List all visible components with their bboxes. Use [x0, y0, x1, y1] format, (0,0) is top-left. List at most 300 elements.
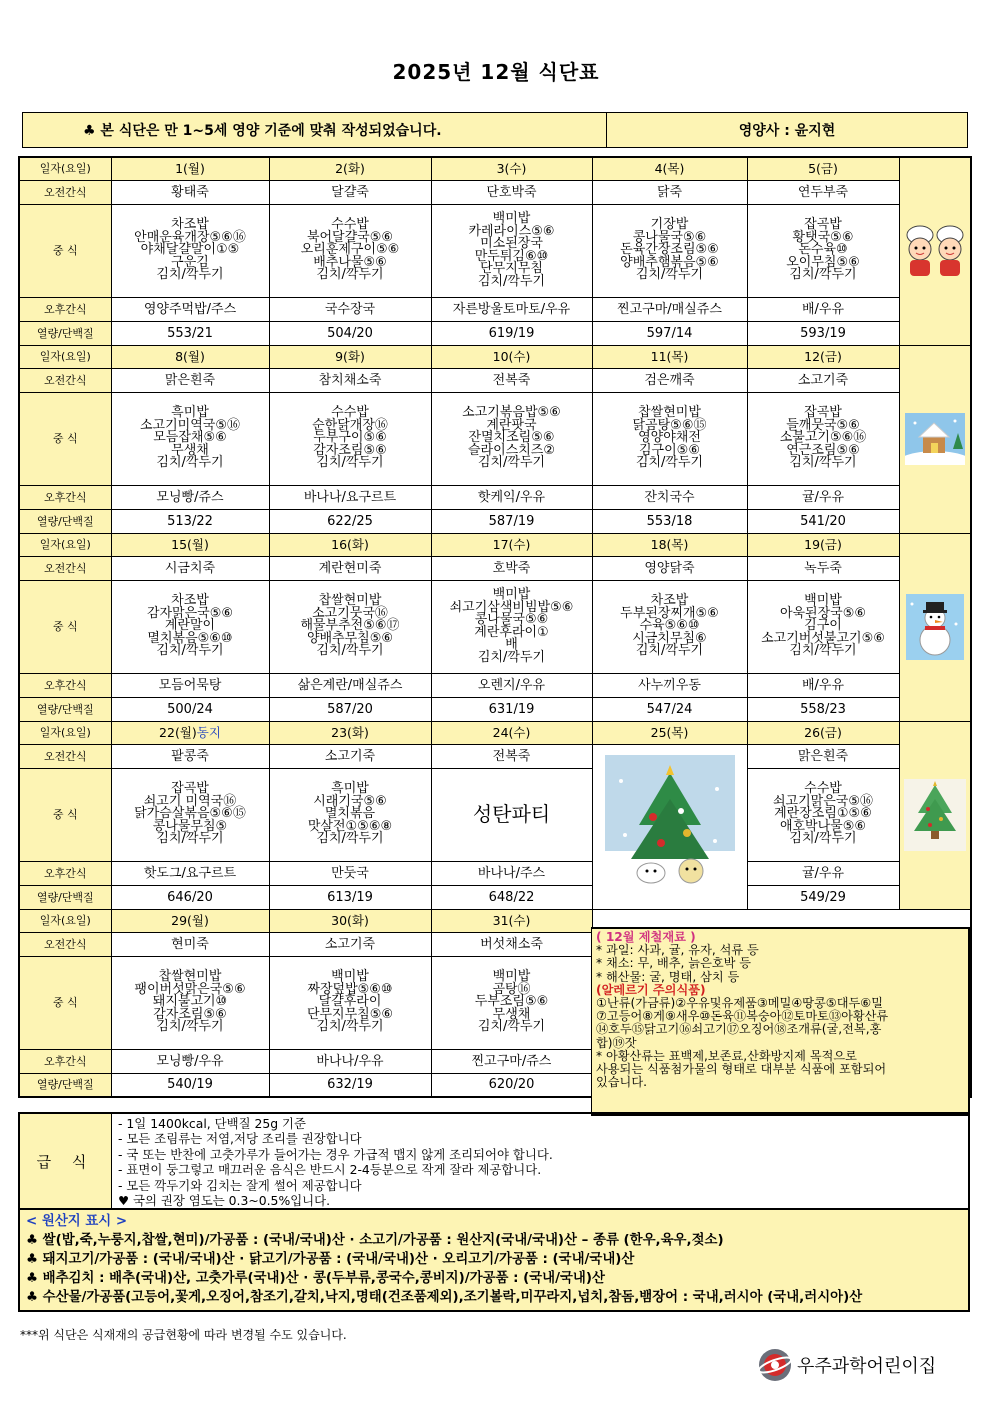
day-header: [269, 909, 431, 932]
week-1-lunch-row: [19, 204, 971, 297]
morning-label: 오전간식: [19, 556, 111, 580]
energy-protein: 587/20: [269, 697, 431, 721]
lunch-item: 계란장조림①⑤⑥: [774, 806, 872, 822]
lunch-item: 찹쌀현미밥: [158, 969, 222, 985]
lunch-menu: [111, 392, 269, 485]
afternoon-snack: 바나나/요구르트: [269, 485, 431, 509]
energy-protein: 547/24: [592, 697, 747, 721]
logo-text: 우주과학어린이집: [797, 1356, 937, 1377]
lunch-item: 두부조림⑤⑥: [474, 994, 549, 1010]
afternoon-label: 오후간식: [19, 297, 111, 321]
lunch-item: 수육⑤⑥⑩: [639, 618, 700, 634]
lunch-menu: [431, 956, 592, 1049]
lunch-item: 멸치볶음: [324, 806, 376, 822]
lunch-item: 감자조림⑤⑥: [313, 442, 387, 458]
day-header: [111, 909, 269, 932]
energy-protein: 646/20: [111, 885, 269, 909]
energy-label: 열량/단백질: [19, 697, 111, 721]
lunch-item: 김치/깍두기: [156, 267, 224, 283]
week-3-energy-row: [19, 697, 971, 721]
lunch-item: 양배추무침⑤⑥: [306, 630, 394, 646]
lunch-item: 돈육간장조림⑤⑥: [620, 242, 719, 258]
lunch-menu: [111, 768, 269, 861]
lunch-item: 계란팟국: [486, 417, 537, 433]
lunch-menu: [592, 580, 747, 673]
lunch-item: 김치/깍두기: [477, 273, 546, 289]
day-header: [747, 721, 899, 744]
christmas-photo-cell: [592, 744, 747, 909]
lunch-menu: [269, 204, 431, 297]
day-date: 12(금): [804, 349, 842, 364]
page-title: 2025년 12월 식단표: [392, 60, 600, 84]
lunch-item: 순한닭개장⑯: [312, 417, 388, 433]
week-4-morning-row: [19, 744, 971, 768]
lunch-item: 흑미밥: [171, 405, 209, 421]
guideline-line: - 모든 조림류는 저염,저당 조리를 권장합니다: [118, 1131, 362, 1147]
origin-head: < 원산지 표시 >: [26, 1214, 128, 1229]
lunch-menu: [431, 204, 592, 297]
lunch-menu: [747, 392, 899, 485]
school-logo: [757, 1347, 936, 1383]
day-date: 17(수): [492, 537, 531, 552]
morning-snack: 계란현미죽: [269, 556, 431, 580]
lunch-item: 감자조림⑤⑥: [153, 1006, 227, 1022]
day-header: [269, 721, 431, 744]
day-header: [111, 721, 269, 744]
day-date: 25(목): [650, 725, 689, 740]
lunch-item: 흑미밥: [331, 781, 369, 797]
morning-snack: 소고기죽: [269, 932, 431, 956]
energy-protein: 553/21: [111, 321, 269, 345]
lunch-item: 소고기버섯불고기⑤⑥: [761, 630, 885, 646]
lunch-item: 달걀후라이: [318, 994, 382, 1010]
lunch-item: 백미밥: [492, 211, 531, 226]
day-header: [431, 533, 592, 556]
lunch-item: 김치/깍두기: [316, 831, 384, 847]
afternoon-snack: 모닝빵/우유: [111, 1049, 269, 1073]
day-header: [431, 345, 592, 368]
lunch-item: 맛살전①⑤⑥⑧: [307, 818, 393, 834]
lunch-label: 중 식: [19, 392, 111, 485]
energy-protein: 513/22: [111, 509, 269, 533]
energy-protein: 504/20: [269, 321, 431, 345]
afternoon-snack: 바나나/우유: [269, 1049, 431, 1073]
lunch-item: 수수밥: [804, 781, 842, 797]
morning-label: 오전간식: [19, 932, 111, 956]
lunch-item: 돼지불고기⑩: [152, 994, 228, 1010]
origin-box: [18, 1210, 970, 1312]
day-header: [111, 157, 269, 180]
lunch-item: 소불고기⑤⑥⑯: [779, 430, 867, 446]
afternoon-snack: 핫케익/우유: [431, 485, 592, 509]
holiday-label: 동지: [196, 725, 221, 740]
afternoon-snack: 귤/우유: [747, 485, 899, 509]
seasonal-head: ( 12월 제철재료 ): [596, 930, 696, 944]
week-4-lunch-row: [19, 768, 971, 861]
lunch-menu: [747, 204, 899, 297]
lunch-item: 영양야채전: [638, 430, 701, 446]
energy-label: 열량/단백질: [19, 321, 111, 345]
afternoon-snack: 바나나/주스: [431, 861, 592, 885]
afternoon-snack: 핫도그/요구르트: [111, 861, 269, 885]
day-date: 24(수): [492, 725, 531, 740]
guidelines-body: [112, 1114, 968, 1208]
lunch-item: 김치/깍두기: [635, 455, 704, 471]
week-2-date-row: [19, 345, 971, 368]
chef-kids-icon: [903, 221, 967, 281]
guideline-line: - 1일 1400kcal, 단백질 25g 기준: [118, 1116, 306, 1131]
afternoon-snack: 국수장국: [269, 297, 431, 321]
morning-snack: 달걀죽: [269, 180, 431, 204]
lunch-item: 소고기미역국⑤⑯: [139, 417, 240, 433]
morning-label: 오전간식: [19, 368, 111, 392]
lunch-item: 시금치무침⑥: [632, 630, 707, 646]
lunch-item: 김치/깍두기: [635, 643, 704, 659]
lunch-item: 찹쌀현미밥: [318, 593, 382, 609]
date-label: 일자(요일): [19, 909, 111, 932]
morning-snack: 시금치죽: [111, 556, 269, 580]
lunch-label: 중 식: [19, 768, 111, 861]
lunch-item: 단무지무침⑤⑥: [306, 1006, 394, 1022]
lunch-item: 오이무침⑤⑥: [786, 254, 860, 270]
lunch-item: 아욱된장국⑤⑥: [779, 605, 867, 621]
merry-christmas-tree-icon: [904, 779, 966, 851]
afternoon-snack: 배/우유: [747, 673, 899, 697]
lunch-item: 김치/깍두기: [789, 831, 857, 847]
week-2-lunch-row: [19, 392, 971, 485]
lunch-item: 멸치볶음⑤⑥⑩: [147, 630, 233, 646]
lunch-item: 잡곡밥: [804, 217, 842, 233]
day-header: [269, 533, 431, 556]
week-4-afternoon-row: [19, 861, 971, 885]
lunch-menu: [592, 392, 747, 485]
lunch-item: 잔멸치조림⑤⑥: [468, 430, 555, 446]
allergy-line: ⑦고등어⑧게⑨새우⑩돈육⑪복숭아⑫토마토⑬아황산류: [596, 1009, 889, 1024]
morning-snack: 현미죽: [111, 932, 269, 956]
notice-text: ♣ 본 식단은 만 1~5세 영양 기준에 맞춰 작성되었습니다.: [23, 113, 607, 147]
lunch-item: 모듬잡채⑤⑥: [153, 430, 227, 446]
lunch-item: 쇠고기 미역국⑯: [143, 793, 237, 809]
lunch-menu: [111, 204, 269, 297]
lunch-item: 김치/깍두기: [477, 649, 546, 665]
energy-protein: 549/29: [747, 885, 899, 909]
lunch-item: 미소된장국: [480, 236, 543, 251]
lunch-item: 닭가슴살볶음⑤⑥⑮: [134, 806, 246, 822]
week-2-energy-row: [19, 509, 971, 533]
lunch-item: 해물부추전⑤⑥⑰: [300, 618, 400, 634]
afternoon-label: 오후간식: [19, 673, 111, 697]
lunch-item: 차조밥: [650, 593, 689, 609]
energy-protein: 558/23: [747, 697, 899, 721]
lunch-item: 김치/깍두기: [156, 643, 224, 659]
lunch-item: 안매운육개장⑤⑥⑯: [134, 229, 246, 245]
lunch-item: 쇠고기삼색비빔밥⑤⑥: [449, 599, 574, 615]
day-date: 3(수): [496, 161, 527, 177]
afternoon-snack: 삶은계란/매실쥬스: [269, 673, 431, 697]
day-date: 5(금): [808, 161, 838, 177]
week-1-afternoon-row: [19, 297, 971, 321]
day-header: [592, 721, 747, 744]
sulfite-note: 있습니다.: [596, 1075, 647, 1090]
guideline-line: ♥ 국의 권장 염도는 0.3~0.5%입니다.: [118, 1193, 331, 1209]
afternoon-snack: 찐고구마/매실쥬스: [592, 297, 747, 321]
energy-protein: 622/25: [269, 509, 431, 533]
lunch-item: 김치/깍두기: [156, 1019, 224, 1035]
lunch-item: 짜장덮밥⑤⑥⑩: [307, 981, 393, 997]
morning-snack: 단호박죽: [431, 180, 592, 204]
afternoon-snack: 오렌지/우유: [431, 673, 592, 697]
day-header: [431, 721, 592, 744]
energy-label: 열량/단백질: [19, 1073, 111, 1097]
energy-protein: 500/24: [111, 697, 269, 721]
energy-label: 열량/단백질: [19, 885, 111, 909]
lunch-item: 만두튀김⑥⑩: [474, 248, 549, 264]
morning-snack: 전복죽: [431, 368, 592, 392]
day-header: [592, 157, 747, 180]
date-label: 일자(요일): [19, 721, 111, 744]
lunch-item: 김치/깍두기: [477, 1019, 546, 1035]
lunch-menu: [269, 580, 431, 673]
afternoon-snack: 귤/우유: [747, 861, 899, 885]
day-date: 11(목): [650, 349, 689, 364]
day-header: [747, 157, 899, 180]
lunch-item: 돈수육⑩: [798, 242, 848, 258]
morning-snack: 녹두죽: [747, 556, 899, 580]
lunch-item: 김치/깍두기: [477, 455, 546, 471]
lunch-item: 콩나물국⑤⑥: [632, 229, 707, 245]
afternoon-snack: 잔치국수: [592, 485, 747, 509]
lunch-item: 시래기국⑤⑥: [313, 793, 387, 809]
origin-line: ♣ 돼지고기/가공품 : (국내/국내)산 · 닭고기/가공품 : (국내/국내)산 · 오리고기/가공품 : (국내/국내)산: [26, 1252, 635, 1267]
lunch-item: 김치/깍두기: [316, 643, 384, 659]
lunch-menu: [592, 204, 747, 297]
day-date: 18(목): [650, 537, 689, 552]
lunch-item: 차조밥: [171, 217, 209, 233]
seasonal-line: * 해산물: 굴, 명태, 삼치 등: [596, 969, 740, 984]
day-date: 9(화): [335, 349, 365, 364]
seasonal-line: * 채소: 무, 배추, 늙은호박 등: [596, 956, 752, 971]
meal-guidelines: [18, 1112, 970, 1210]
week-4-date-row: [19, 721, 971, 744]
lunch-item: 무생채: [171, 442, 209, 458]
lunch-item: 백미밥: [331, 969, 369, 985]
sulfite-note: * 아황산류는 표백제,보존료,산화방지제 목적으로: [596, 1048, 857, 1063]
lunch-item: 단무지무침: [480, 261, 543, 276]
date-label: 일자(요일): [19, 533, 111, 556]
lunch-item: 찹쌀현미밥: [638, 405, 701, 421]
lunch-menu: [111, 580, 269, 673]
afternoon-snack: 만둣국: [269, 861, 431, 885]
lunch-item: 김치/깍두기: [156, 831, 224, 847]
origin-line: ♣ 수산물/가공품(고등어,꽃게,오징어,참조기,갈치,낙지,명태(건조품제외),조기볼락,미꾸라지,넙치,참돔,뱀장어 : 국내,러시아 (국내,러시아)산: [26, 1290, 863, 1305]
day-date: 30(화): [331, 913, 369, 928]
day-date: 31(수): [492, 913, 531, 928]
afternoon-snack: 영양주먹밥/주스: [111, 297, 269, 321]
week-3-date-row: [19, 533, 971, 556]
week-1-date-row: [19, 157, 971, 180]
dietitian-name: 영양사 : 윤지현: [738, 123, 836, 139]
day-header: [431, 157, 592, 180]
allergy-line: ①난류(가금류)②우유및유제품③메밀④땅콩⑤대두⑥밀: [596, 996, 883, 1011]
lunch-item: 애호박나물⑤⑥: [779, 818, 867, 834]
day-header: [431, 909, 592, 932]
energy-protein: 587/19: [431, 509, 592, 533]
lunch-item: 소고기볶음밥⑤⑥: [462, 405, 561, 421]
energy-protein: 553/18: [592, 509, 747, 533]
seasonal-info-box: [591, 927, 970, 1116]
afternoon-label: 오후간식: [19, 1049, 111, 1073]
lunch-menu: [431, 392, 592, 485]
lunch-menu: [431, 580, 592, 673]
day-date: 8(월): [175, 349, 205, 364]
day-date: 19(금): [804, 537, 842, 552]
lunch-item: 쇠고기맑은국⑤⑯: [772, 793, 873, 809]
lunch-item: 두부된장찌개⑤⑥: [620, 605, 719, 621]
lunch-item: 무생채: [492, 1006, 531, 1022]
morning-snack: 호박죽: [431, 556, 592, 580]
lunch-item: 배: [505, 637, 518, 652]
side-illustration: [899, 157, 971, 345]
morning-snack: 버섯채소죽: [431, 932, 592, 956]
lunch-item: 김치/깍두기: [316, 1019, 384, 1035]
afternoon-snack: 자른방울토마토/우유: [431, 297, 592, 321]
energy-protein: 648/22: [431, 885, 592, 909]
lunch-item: 잡곡밥: [171, 781, 209, 797]
lunch-item: 카레라이스⑤⑥: [468, 223, 555, 239]
morning-snack: 영양닭죽: [592, 556, 747, 580]
week-3-lunch-row: [19, 580, 971, 673]
energy-protein: 541/20: [747, 509, 899, 533]
planet-logo-icon: [757, 1347, 793, 1383]
lunch-item: 양배추햄볶음⑤⑥: [620, 254, 719, 270]
day-date: 15(월): [171, 537, 209, 552]
lunch-item: 김치/깍두기: [635, 267, 704, 283]
allergy-line: 합)⑲잣: [596, 1035, 637, 1050]
lunch-item: 구운김: [171, 254, 209, 270]
side-illustration: [899, 345, 971, 533]
lunch-item: 기장밥: [650, 217, 689, 233]
afternoon-label: 오후간식: [19, 861, 111, 885]
day-header: [592, 533, 747, 556]
morning-snack: 닭죽: [592, 180, 747, 204]
day-header: [269, 345, 431, 368]
lunch-item: 잡곡밥: [804, 405, 842, 421]
lunch-label: 중 식: [19, 956, 111, 1049]
guideline-line: - 국 또는 반찬에 고춧가루가 들어가는 경우 가급적 맵지 않게 조리되어야 합니다.: [118, 1146, 553, 1162]
side-illustration: [899, 721, 971, 909]
origin-line: ♣ 배추김치 : 배추(국내)산, 고춧가루(국내)산 · 콩(두부류,콩국수,콩비지)/가공품 : (국내/국내)산: [26, 1271, 605, 1286]
day-header: [747, 345, 899, 368]
lunch-item: 오리훈제구이⑤⑥: [300, 242, 400, 258]
energy-protein: 619/19: [431, 321, 592, 345]
lunch-menu: [747, 768, 899, 861]
day-header: [747, 533, 899, 556]
lunch-item: 콩나물국⑤⑥: [474, 612, 549, 627]
morning-snack: 맑은흰죽: [747, 744, 899, 768]
snowy-house-icon: [905, 413, 965, 465]
morning-label: 오전간식: [19, 744, 111, 768]
week-4-energy-row: [19, 885, 971, 909]
lunch-item: 소고기뭇국⑯: [312, 605, 388, 621]
lunch-label: 중 식: [19, 580, 111, 673]
morning-snack: 전복죽: [431, 744, 592, 768]
afternoon-label: 오후간식: [19, 485, 111, 509]
date-label: 일자(요일): [19, 345, 111, 368]
lunch-item: 백미밥: [492, 969, 531, 985]
energy-protein: 597/14: [592, 321, 747, 345]
lunch-item: 계란말이: [164, 618, 216, 634]
lunch-item: 야채달걀말이①⑤: [140, 242, 240, 258]
footnote: ***위 식단은 식재재의 공급현황에 따라 변경될 수도 있습니다.: [20, 1328, 347, 1342]
guideline-line: - 표면이 둥그렇고 매끄러운 음식은 반드시 2-4등분으로 작게 잘라 제공합니다.: [118, 1162, 542, 1178]
seasonal-line: * 과일: 사과, 귤, 유자, 석류 등: [596, 943, 759, 958]
lunch-item: 김치/깍두기: [789, 267, 857, 283]
guideline-line: - 모든 깍두기와 김치는 잘게 썰어 제공합니다: [118, 1177, 362, 1193]
allergy-head: (알레르기 주의식품): [596, 982, 706, 997]
lunch-item: 차조밥: [171, 593, 209, 609]
day-date: 16(화): [331, 537, 369, 552]
week-1-energy-row: [19, 321, 971, 345]
morning-snack: 소고기죽: [269, 744, 431, 768]
lunch-item: 황탯국⑤⑥: [792, 229, 854, 245]
lunch-item: 콩나물무침⑤: [152, 818, 228, 834]
morning-snack: 맑은흰죽: [111, 368, 269, 392]
day-date: 4(목): [654, 161, 685, 177]
day-date: 1(월): [175, 161, 205, 177]
energy-label: 열량/단백질: [19, 509, 111, 533]
christmas-tree-icon: [605, 755, 735, 895]
morning-snack: 황태죽: [111, 180, 269, 204]
lunch-item: 북어달걀국⑤⑥: [306, 229, 394, 245]
lunch-item: 팽이버섯맑은국⑤⑥: [134, 981, 246, 997]
lunch-item: 수수밥: [331, 405, 369, 421]
guidelines-label: 급 식: [20, 1114, 112, 1208]
energy-protein: 613/19: [269, 885, 431, 909]
sulfite-note: 사용되는 식품첨가물의 형태로 대부분 식품에 포함되어: [596, 1062, 887, 1077]
morning-snack: 팥콩죽: [111, 744, 269, 768]
day-date: 22(월): [159, 725, 197, 740]
energy-protein: 620/20: [431, 1073, 592, 1097]
day-date: 10(수): [492, 349, 531, 364]
week-1-morning-row: [19, 180, 971, 204]
day-date: 29(월): [171, 913, 209, 928]
lunch-item: 곰탕⑯: [492, 981, 531, 997]
party-text: 성탄파티: [431, 768, 592, 861]
lunch-item: 김구이: [804, 618, 842, 634]
week-2-morning-row: [19, 368, 971, 392]
week-3-afternoon-row: [19, 673, 971, 697]
lunch-menu: [269, 956, 431, 1049]
energy-protein: 632/19: [269, 1073, 431, 1097]
afternoon-snack: 배/우유: [747, 297, 899, 321]
lunch-item: 계란후라이①: [474, 624, 549, 640]
day-header: [269, 157, 431, 180]
lunch-item: 김치/깍두기: [316, 455, 384, 471]
lunch-item: 백미밥: [492, 587, 531, 602]
morning-snack: 검은깨죽: [592, 368, 747, 392]
morning-snack: 참치채소죽: [269, 368, 431, 392]
lunch-item: 두부구이⑤⑥: [313, 430, 387, 446]
day-date: 23(화): [331, 725, 369, 740]
lunch-menu: [269, 392, 431, 485]
lunch-item: 배추나물⑤⑥: [313, 254, 387, 270]
morning-label: 오전간식: [19, 180, 111, 204]
allergy-line: ⑭호두⑮닭고기⑯쇠고기⑰오징어⑱조개류(굴,전복,홍: [596, 1022, 882, 1037]
day-header: [111, 345, 269, 368]
energy-protein: 593/19: [747, 321, 899, 345]
week-3-morning-row: [19, 556, 971, 580]
lunch-item: 감자맑은국⑤⑥: [146, 605, 234, 621]
